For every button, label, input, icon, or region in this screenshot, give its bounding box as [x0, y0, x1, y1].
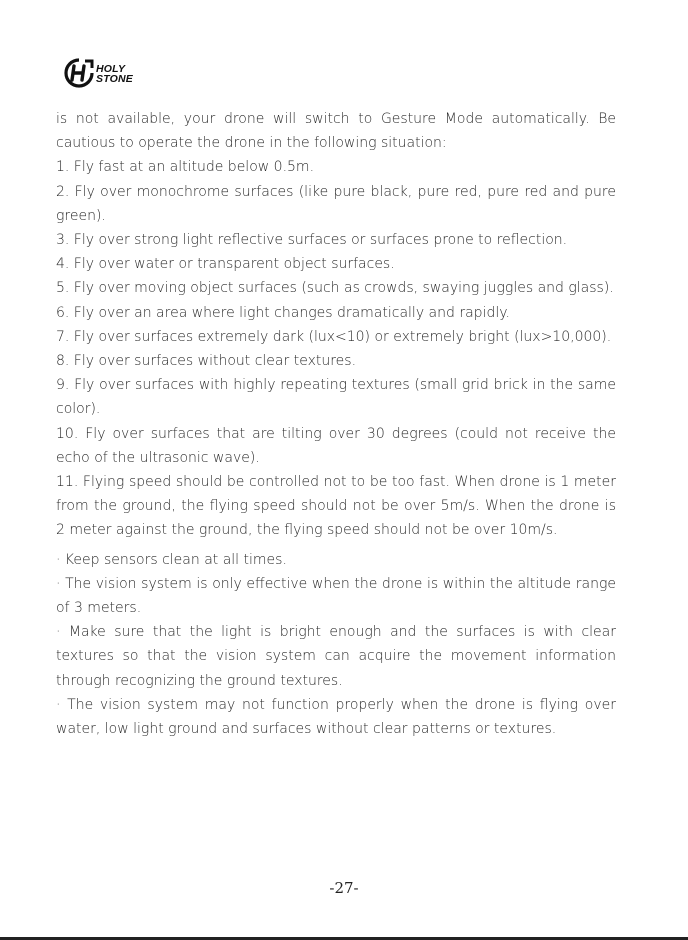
brand-logo-text — [96, 64, 133, 84]
list-item-4: 4. Fly over water or transparent object surfaces. — [56, 256, 395, 273]
list-item-8: 8. Fly over surfaces without clear textures. — [56, 353, 357, 370]
manual-body-text — [56, 107, 616, 741]
logo-line-2: STONE — [96, 72, 133, 85]
list-item-1: 1. Fly fast at an altitude below 0.5m. — [56, 159, 315, 176]
list-item-7: 7. Fly over surfaces extremely dark (lux<10) or extremely bright (lux>10,000). — [56, 328, 612, 345]
list-item-6: 6. Fly over an area where light changes dramatically and rapidly. — [56, 304, 510, 321]
page-number: -27- — [329, 879, 359, 897]
list-item-2: 2. Fly over monochrome surfaces (like pure black, pure red, pure red and pure green). — [56, 183, 616, 224]
list-item-10: 10. Fly over surfaces that are tilting over 30 degrees (could not receive the echo of the ultrasonic wave). — [56, 425, 616, 466]
list-item-9: 9. Fly over surfaces with highly repeating textures (small grid brick in the same color). — [56, 377, 616, 418]
bullet-note-4: · The vision system may not function properly when the drone is flying over water, low light ground and surfaces without clear patterns or textures. — [56, 696, 616, 738]
list-item-3: 3. Fly over strong light reflective surfaces or surfaces prone to reflection. — [56, 232, 568, 249]
bullet-note-1: · Keep sensors clean at all times. — [56, 551, 287, 568]
bullet-note-2: · The vision system is only effective when the drone is within the altitude range of 3 meters. — [56, 575, 616, 617]
bullet-note-3: · Make sure that the light is bright enough and the surfaces is with clear textures so that the vision system can acquire the movement information through recognizing the ground textures. — [56, 624, 616, 689]
logo-line-1: HOLY — [96, 62, 126, 75]
brand-logo — [64, 58, 133, 88]
list-item-5: 5. Fly over moving object surfaces (such as crowds, swaying juggles and glass). — [56, 280, 614, 297]
paragraph-intro: is not available, your drone will switch to Gesture Mode automatically. Be cautious to operate the drone in the following situation: — [56, 111, 616, 152]
list-item-11: 11. Flying speed should be controlled not to be too fast. When drone is 1 meter from the ground, the flying speed should not be over 5m/s. When the drone is 2 meter against the ground, the flying speed should not be over 10m/s. — [56, 474, 616, 539]
holy-stone-logo-icon — [64, 58, 94, 88]
